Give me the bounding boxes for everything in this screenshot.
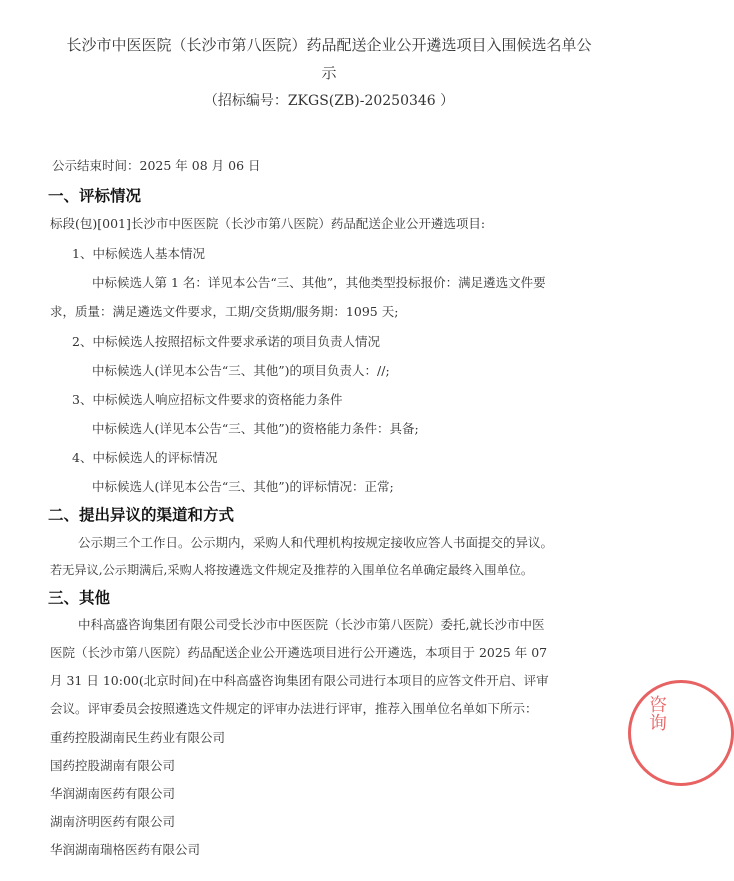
item-2-line1: 中标候选人(详见本公告“三、其他”)的项目负责人：//; (92, 363, 390, 378)
company-item: 华润湖南瑞格医药有限公司 (50, 842, 201, 857)
item-4-line1: 中标候选人(详见本公告“三、其他”)的评标情况：正常; (92, 479, 394, 494)
item-3-title: 3、中标候选人响应招标文件要求的资格能力条件 (72, 392, 343, 407)
company-item: 湖南济明医药有限公司 (50, 814, 176, 829)
document-title-line1: 长沙市中医医院（长沙市第八医院）药品配送企业公开遴选项目入围候选名单公 (66, 36, 592, 54)
section-1-heading: 一、评标情况 (48, 187, 142, 205)
section-3-line4: 会议。评审委员会按照遴选文件规定的评审办法进行评审，推荐入围单位名单如下所示： (50, 701, 538, 716)
section-3-line2: 医院（长沙市第八医院）药品配送企业公开遴选项目进行公开遴选，本项目于 2025 年 07 (50, 645, 548, 660)
red-seal-stamp (628, 680, 734, 786)
item-1-line2: 求，质量：满足遴选文件要求，工期/交货期/服务期：1095 天; (50, 304, 399, 319)
seal-text: 咨询 (646, 695, 667, 731)
company-item: 重药控股湖南民生药业有限公司 (50, 730, 226, 745)
item-1-title: 1、中标候选人基本情况 (72, 246, 205, 261)
item-3-line1: 中标候选人(详见本公告“三、其他”)的资格能力条件：具备; (92, 421, 419, 436)
notice-end-time: 公示结束时间：2025 年 08 月 06 日 (52, 158, 261, 173)
company-item: 华润湖南医药有限公司 (50, 786, 176, 801)
item-2-title: 2、中标候选人按照招标文件要求承诺的项目负责人情况 (72, 334, 380, 349)
section-2-heading: 二、提出异议的渠道和方式 (48, 506, 235, 524)
tender-code: （招标编号：ZKGS(ZB)-20250346 ） (203, 93, 455, 109)
section-3-line3: 月 31 日 10:00(北京时间)在中科高盛咨询集团有限公司进行本项目的应答文件开启、评审 (50, 673, 549, 688)
section-3-heading: 三、其他 (48, 589, 111, 607)
document-title-line2: 示 (321, 64, 337, 82)
section-3-line1: 中科高盛咨询集团有限公司受长沙市中医医院（长沙市第八医院）委托,就长沙市中医 (78, 617, 545, 632)
item-1-line1: 中标候选人第 1 名：详见本公告“三、其他”，其他类型投标报价：满足遴选文件要 (92, 275, 546, 290)
item-4-title: 4、中标候选人的评标情况 (72, 450, 218, 465)
section-2-line1: 公示期三个工作日。公示期内，采购人和代理机构按规定接收应答人书面提交的异议。 (78, 535, 554, 550)
section-2-line2: 若无异议,公示期满后,采购人将按遴选文件规定及推荐的入围单位名单确定最终入围单位。 (50, 563, 534, 577)
section-1-intro: 标段(包)[001]长沙市中医医院（长沙市第八医院）药品配送企业公开遴选项目: (50, 216, 486, 231)
company-item: 国药控股湖南有限公司 (50, 758, 176, 773)
